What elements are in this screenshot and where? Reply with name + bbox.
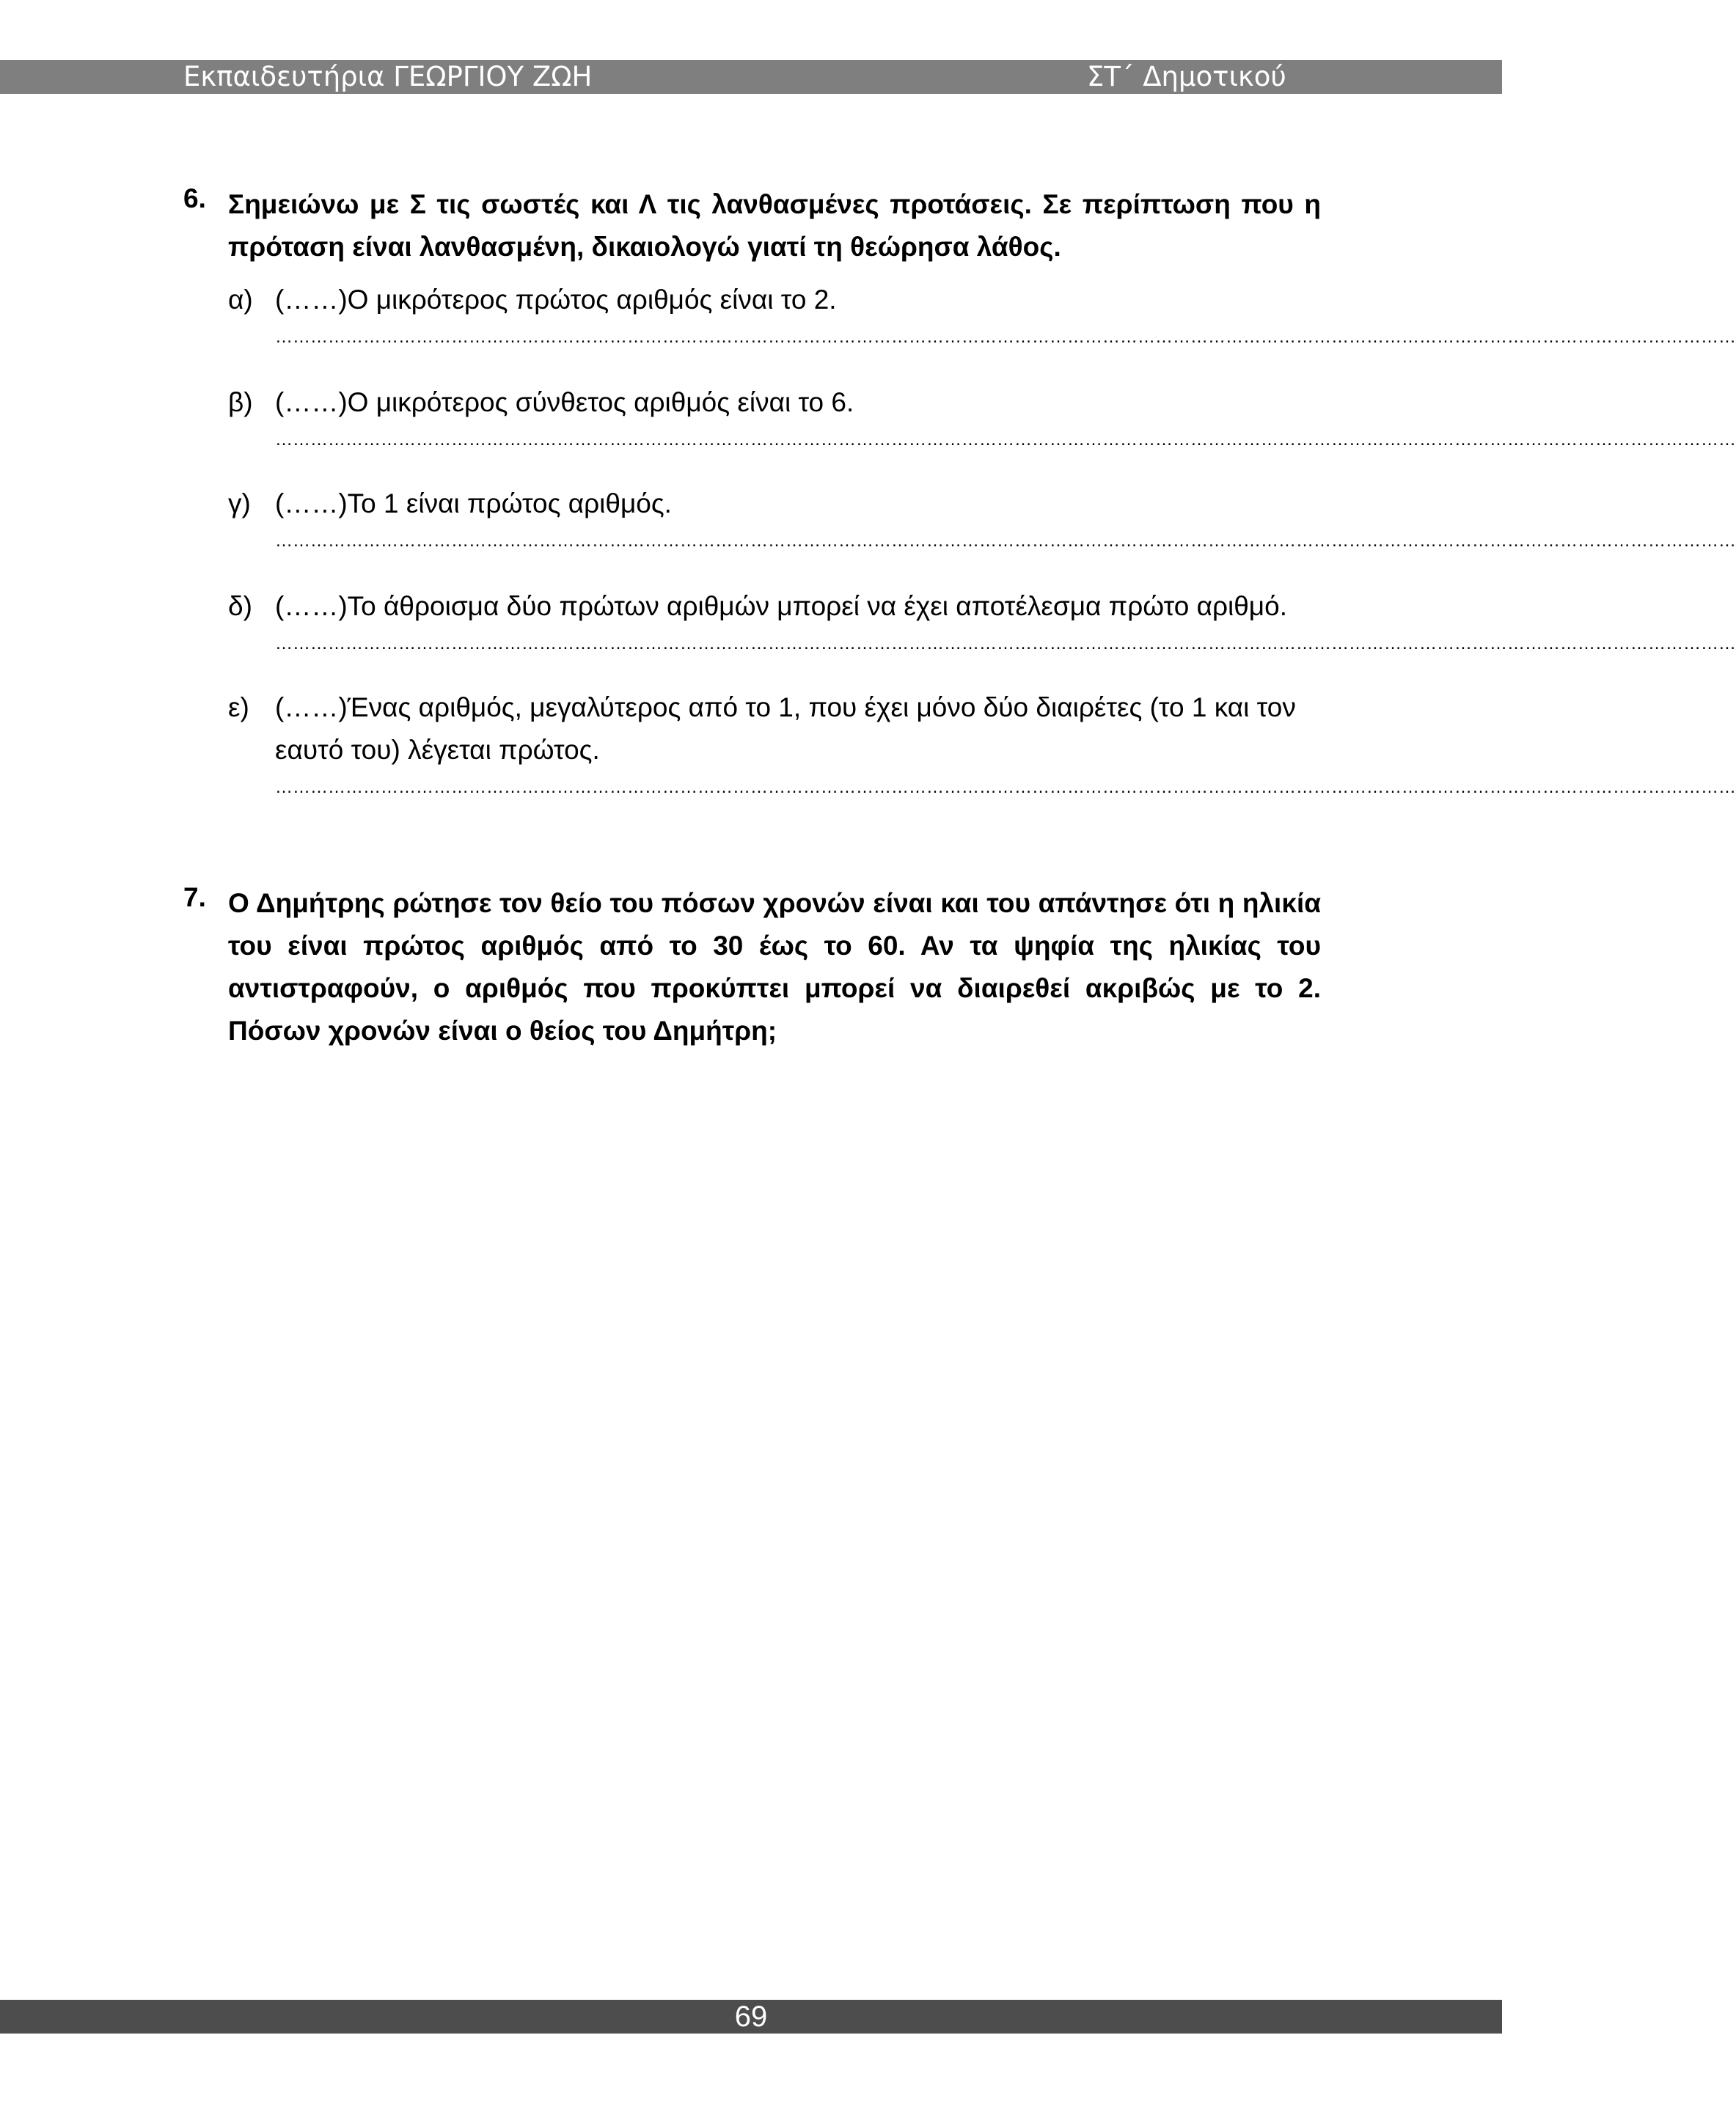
statement-letter: ε): [228, 692, 249, 722]
answer-line[interactable]: ……………………………………………………………………………………………………………………………………………………………………………………………………………………………: [275, 531, 1736, 551]
answer-line[interactable]: ……………………………………………………………………………………………………………………………………………………………………………………………………………………………: [275, 327, 1736, 347]
answer-line[interactable]: ……………………………………………………………………………………………………………………………………………………………………………………………………………………………: [275, 634, 1736, 653]
statement-text: (……)Ο μικρότερος σύνθετος αριθμός είναι το 6.: [275, 387, 854, 417]
header-school-name: Εκπαιδευτήρια ΓΕΩΡΓΙΟΥ ΖΩΗ: [183, 61, 593, 92]
header-grade: ΣΤ΄ Δημοτικού: [1087, 61, 1286, 92]
page-footer: [0, 2000, 1502, 2034]
exercise-6: [183, 183, 1736, 814]
page-header: [0, 60, 1502, 94]
exercise-number: 7.: [183, 882, 206, 912]
statement-text: (……)Το 1 είναι πρώτος αριθμός.: [275, 488, 672, 518]
exercise-prompt: Σημειώνω με Σ τις σωστές και Λ τις λανθασμένες προτάσεις. Σε περίπτωση που η πρόταση είναι λανθασμένη, δικαιολογώ γιατί τη θεώρησα λάθος.: [228, 189, 1321, 262]
exercise-7: [183, 882, 1320, 1073]
answer-line[interactable]: ……………………………………………………………………………………………………………………………………………………………………………………………………………………………: [275, 430, 1736, 450]
statement-text: (……)Ο μικρότερος πρώτος αριθμός είναι το 2.: [275, 285, 837, 315]
exercise-number: 6.: [183, 183, 206, 213]
answer-line[interactable]: ……………………………………………………………………………………………………………………………………………………………………………………………………………………………: [275, 777, 1736, 797]
statement-text: (……)Το άθροισμα δύο πρώτων αριθμών μπορεί να έχει αποτέλεσμα πρώτο αριθμό.: [275, 591, 1287, 621]
page-number: 69: [734, 2001, 768, 2033]
statement-text: (……)Ένας αριθμός, μεγαλύτερος από το 1, που έχει μόνο δύο διαιρέτες (το 1 και τον εαυτό του) λέγεται πρώτος.: [275, 692, 1296, 765]
exercise-prompt: Ο Δημήτρης ρώτησε τον θείο του πόσων χρονών είναι και του απάντησε ότι η ηλικία του είναι πρώτος αριθμός από το 30 έως το 60. Αν τα ψηφία της ηλικίας του αντιστραφούν, ο αριθμός που προκύπτει μπορεί να διαιρεθεί ακριβώς με το 2. Πόσων χρονών είναι ο θείος του Δημήτρη;: [228, 888, 1321, 1046]
statement-letter: γ): [228, 488, 251, 518]
statement-letter: α): [228, 285, 253, 315]
statement-letter: δ): [228, 591, 252, 621]
statement-letter: β): [228, 387, 253, 417]
